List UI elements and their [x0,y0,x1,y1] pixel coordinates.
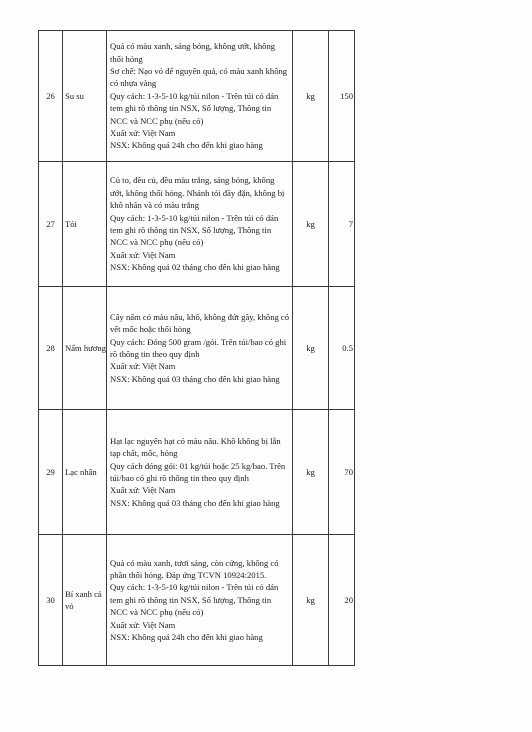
description-line: Quy cách: 1-3-5-10 kg/túi nilon - Trên túi có dán tem ghi rõ thông tin NSX, Số lượng, Thông tin NCC và NCC phụ (nếu có) [110,212,279,248]
description-line: Xuất xứ: Việt Nam [110,619,176,630]
description-line: Sơ chế: Nạo vỏ để nguyên quả, có màu xanh không có nhựa vàng [110,65,288,89]
product-name: Tỏi [63,162,107,287]
unit: kg [293,535,329,666]
row-number: 30 [39,535,63,666]
product-description [107,31,293,162]
description-line: NSX: Không quá 03 tháng cho đến khi giao hàng [110,373,280,384]
description-line: NSX: Không quá 03 tháng cho đến khi giao hàng [110,497,280,508]
quantity: 70 [329,410,355,535]
description-line: Xuất xứ: Việt Nam [110,485,176,496]
product-name: Bí xanh cả vỏ [63,535,107,666]
description-line: Cây nấm có màu nâu, khô, không đứt gãy, không có vết mốc hoặc thối hỏng [110,311,290,335]
row-number: 27 [39,162,63,287]
row-number: 28 [39,287,63,410]
description-line: NSX: Không quá 24h cho đến khi giao hàng [110,632,263,643]
quantity: 7 [329,162,355,287]
product-description [107,410,293,535]
product-name: Nấm hương [63,287,107,410]
row-number: 29 [39,410,63,535]
unit: kg [293,162,329,287]
table-row [39,410,355,535]
description-line: Củ to, đều củ, đều màu trắng, sáng bóng, không ướt, không thối hỏng. Nhánh tỏi đầy đặn, không bị khô nhăn và có màu trắng [110,175,285,211]
unit: kg [293,31,329,162]
description-line: Xuất xứ: Việt Nam [110,361,176,372]
product-description [107,162,293,287]
unit: kg [293,410,329,535]
table-row [39,162,355,287]
quantity: 150 [329,31,355,162]
description-line: Quy cách: 1-3-5-10 kg/túi nilon - Trên túi có dán tem ghi rõ thông tin NSX, Số lượng, Thông tin NCC và NCC phụ (nếu có) [110,90,279,126]
row-number: 26 [39,31,63,162]
description-line: Quy cách đóng gói: 01 kg/túi hoặc 25 kg/bao. Trên túi/bao có ghi rõ thông tin theo quy định [110,460,286,483]
unit: kg [293,287,329,410]
description-line: Xuất xứ: Việt Nam [110,249,176,260]
product-spec-table [38,30,355,666]
description-line: Quy cách: 1-3-5-10 kg/túi nilon - Trên túi có dán tem ghi rõ thông tin NSX, Số lượng, Thông tin NCC và NCC phụ (nếu có) [110,582,279,618]
product-name: Lạc nhân [63,410,107,535]
description-line: Xuất xứ: Việt Nam [110,128,176,139]
description-line: Quả có màu xanh, tươi sáng, còn cứng, không có phần thối hỏng. Đáp ứng TCVN 10924:2015. [110,557,279,580]
product-name: Su su [63,31,107,162]
product-description [107,287,293,410]
description-line: NSX: Không quá 24h cho đến khi giao hàng [110,140,263,151]
description-line: NSX: Không quá 02 tháng cho đến khi giao hàng [110,262,280,273]
table-row [39,287,355,410]
description-line: Quả có màu xanh, sáng bóng, không ướt, không thối hỏng [110,41,276,64]
description-line: Hạt lạc nguyên hạt có màu nâu. Khô không bị lẫn tạp chất, mốc, hỏng [110,435,281,459]
quantity: 0.5 [329,287,355,410]
table-row [39,31,355,162]
quantity: 20 [329,535,355,666]
table-row [39,535,355,666]
product-description [107,535,293,666]
description-line: Quy cách: Đóng 500 gram /gói. Trên túi/bao có ghi rõ thông tin theo quy định [110,336,287,359]
